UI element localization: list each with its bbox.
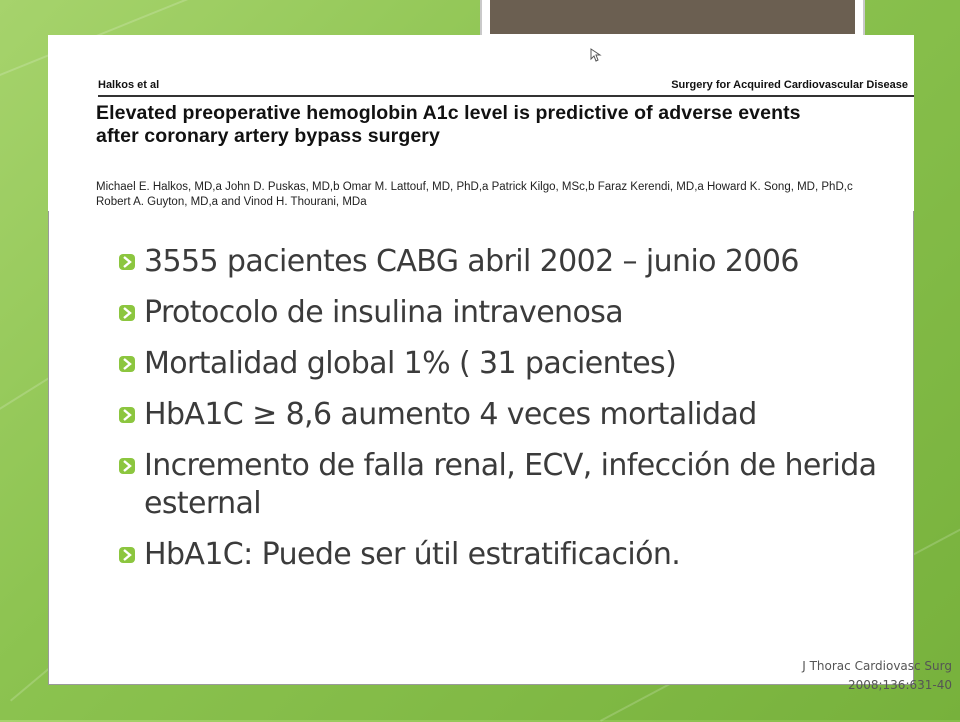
paper-header-right: Surgery for Acquired Cardiovascular Disease [671,79,908,91]
citation-journal: J Thorac Cardiovasc Surg [802,659,952,673]
bullet-symbol-icon [118,304,136,322]
paper-authors: Michael E. Halkos, MD,a John D. Puskas, MD,b Omar M. Lattouf, MD, PhD,a Patrick Kilgo, MSc,b Faraz Kerendi, MD,a Howard K. Song, MD, PhD,c Robert A. Guyton, MD,a and Vinod H. Thourani, MDa [96,181,853,208]
bullet-symbol-icon [118,355,136,373]
cursor-icon [590,48,602,62]
bullet-text: Protocolo de insulina intravenosa [144,295,624,330]
bullet-item [118,294,908,332]
top-bar-inner [490,0,855,34]
citation-volume: 2008;136:631-40 [847,678,952,692]
bullet-item [118,345,908,383]
bullet-symbol-icon [118,457,136,475]
bullet-text: 3555 pacientes CABG abril 2002 – junio 2006 [144,244,799,279]
paper-title: Elevated preoperative hemoglobin A1c level is predictive of adverse events after coronary artery bypass surgery [96,102,801,147]
bullet-text: HbA1C ≥ 8,6 aumento 4 veces mortalidad [144,397,757,432]
bullet-item [118,536,908,574]
bullet-symbol-icon [118,546,136,564]
bullet-list [118,243,908,587]
bullet-text: Mortalidad global 1% ( 31 pacientes) [144,346,677,381]
bullet-symbol-icon [118,406,136,424]
bullet-text: Incremento de falla renal, ECV, infección de herida esternal [144,448,877,521]
paper-header-left: Halkos et al [98,79,160,91]
bullet-item [118,447,908,523]
header-rule [98,95,914,97]
citation [802,657,952,695]
top-bar [480,0,865,38]
bullet-symbol-icon [118,253,136,271]
paper-excerpt [48,35,914,211]
bullet-text: HbA1C: Puede ser útil estratificación. [144,537,681,572]
bullet-item [118,243,908,281]
bullet-item [118,396,908,434]
